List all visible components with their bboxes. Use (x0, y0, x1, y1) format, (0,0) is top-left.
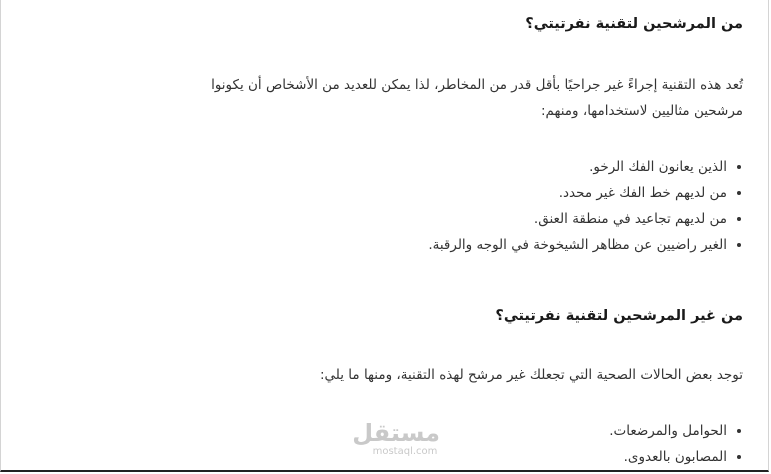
bullet-icon (737, 429, 741, 433)
list-item-text: من لديهم خط الفك غير محدد. (558, 185, 727, 201)
candidates-intro-line1: تُعد هذه التقنية إجراءً غير جراحيًا بأقل قدر من المخاطر، لذا يمكن للعديد من الأشخاص أن يكونوا (211, 77, 743, 93)
bullet-icon (737, 165, 741, 169)
list-item-text: من لديهم تجاعيد في منطقة العنق. (533, 211, 727, 227)
bullet-icon (737, 217, 741, 221)
candidates-list (28, 154, 743, 258)
list-item (28, 180, 727, 206)
watermark-url: mostaql.com (372, 446, 438, 457)
candidates-intro-line2: مرشحين مثاليين لاستخدامها، ومنهم: (540, 103, 743, 119)
non-candidates-list (28, 418, 743, 470)
list-item (28, 418, 727, 447)
list-item-text: الذين يعانون الفك الرخو. (589, 159, 727, 175)
list-item (28, 154, 727, 180)
section-heading-candidates: من المرشحين لتقنية نفرتيتي؟ (525, 16, 743, 32)
list-item-text: الغير راضيين عن مظاهر الشيخوخة في الوجه والرقبة. (428, 237, 727, 253)
bullet-icon (737, 455, 741, 459)
list-item (28, 206, 727, 232)
list-item (28, 232, 727, 258)
list-item-text: الحوامل والمرضعات. (609, 423, 727, 439)
non-candidates-intro: توجد بعض الحالات الصحية التي تجعلك غير مرشح لهذه التقنية، ومنها ما يلي: (319, 367, 743, 383)
bullet-icon (737, 191, 741, 195)
watermark-logo: مستقل (352, 419, 440, 447)
list-item-text: المصابون بالعدوى. (623, 449, 727, 465)
list-item (28, 444, 727, 470)
section-heading-non-candidates: من غير المرشحين لتقنية نفرتيتي؟ (495, 308, 743, 324)
bullet-icon (737, 243, 741, 247)
